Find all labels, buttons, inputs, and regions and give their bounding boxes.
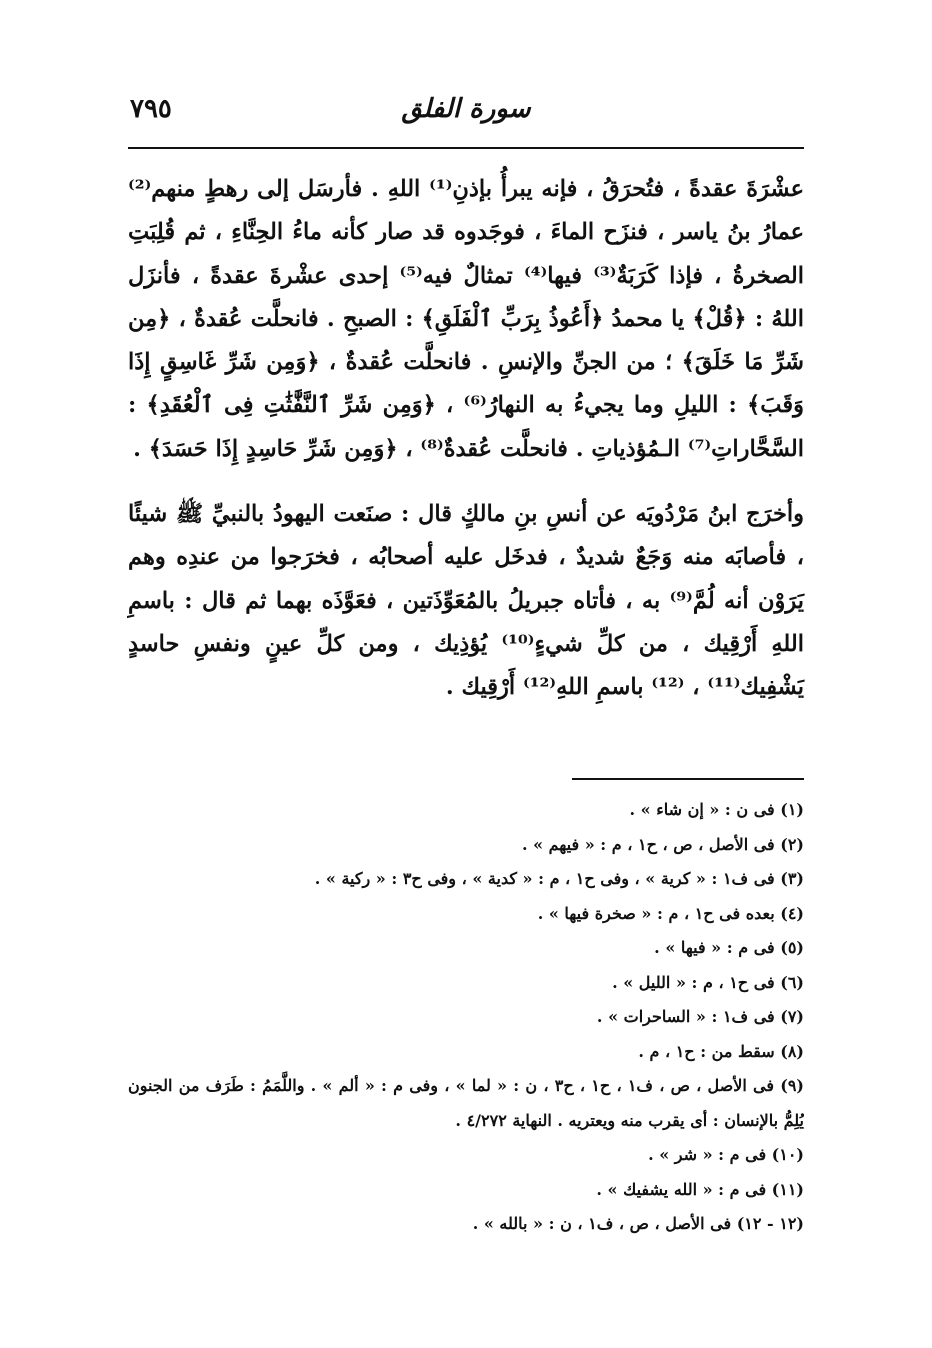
- footnote-4: (٤) بعده فى ح١ ، م : « صخرة فيها » .: [537, 903, 804, 923]
- footnote-8: (٨) سقط من : ح١ ، م .: [638, 1041, 804, 1061]
- paragraph-1: عشْرَةَ عقدةً ، فتُحرَقُ ، فإنه يبرأُ بإذنِ⁽¹⁾ اللهِ . فأرسَل إلى رهطٍ منهم⁽²⁾ عمارُ بنُ ياسر ، فنزَح الماءَ ، فوجَدوه قد صار كأنه ماءُ الحِنَّاءِ ، ثم قُلِبَتِ الصخرةُ ، فإذا كَرَبَةٌ⁽³⁾ فيها⁽⁴⁾ تمثالٌ فيه⁽⁵⁾ إحدى عشْرةَ عقدةً ، فأنزَل اللهُ : ﴿قُلْ﴾ يا محمدُ ﴿أَعُوذُ بِرَبِّ ٱلْفَلَقِ﴾ : الصبحِ . فانحلَّت عُقدةٌ ، ﴿مِن شَرِّ مَا خَلَقَ﴾ ؛ من الجنِّ والإنسِ . فانحلَّت عُقدةٌ ، ﴿وَمِن شَرِّ غَاسِقٍ إِذَا وَقَبَ﴾ : الليلِ وما يجيءُ به النهارُ⁽⁶⁾ ، ﴿وَمِن شَرِّ ٱلنَّفَّٰثَٰتِ فِى ٱلْعُقَدِ﴾ : السَّحَّاراتِ⁽⁷⁾ الـمُؤذياتِ . فانحلَّت عُقدةٌ⁽⁸⁾ ، ﴿وَمِن شَرِّ حَاسِدٍ إِذَا حَسَدَ﴾ .: [128, 176, 804, 462]
- footnote-1: (١) فى ن : « إن شاء » .: [629, 800, 804, 819]
- footnote-11: (١١) فى م : « الله يشفيك » .: [596, 1179, 804, 1199]
- page-header: [128, 84, 804, 144]
- header-divider: [128, 147, 804, 149]
- footnote-9: (٩) فى الأصل ، ص ، ف١ ، ح١ ، ح٣ ، ن : « لما » ، وفى م : « ألم » . واللَّمَمُ : طَرَف من الجنون يُلِمُّ بالإنسان : أى يقرب منه ويعتريه . النهاية ٤/٢٧٢ .: [128, 1076, 804, 1130]
- footnote-2: (٢) فى الأصل ، ص ، ح١ ، م : « فيهم » .: [521, 834, 804, 854]
- footnote-7: (٧) فى ف١ : « الساحرات » .: [596, 1007, 804, 1026]
- page-title: سورة الفلق: [401, 94, 531, 124]
- footnotes: [128, 793, 804, 1242]
- page-number: ٧٩٥: [130, 94, 172, 124]
- main-text: [128, 168, 804, 710]
- footnote-10: (١٠) فى م : « شر » .: [648, 1145, 804, 1164]
- footnote-12: (١٢ - ١٢) فى الأصل ، ص ، ف١ ، ن : « بالله » .: [472, 1214, 804, 1233]
- footnote-divider: [572, 778, 804, 780]
- footnote-5: (٥) فى م : « فيها » .: [654, 938, 804, 957]
- footnote-6: (٦) فى ح١ ، م : « الليل » .: [612, 972, 804, 992]
- footnote-3: (٣) فى ف١ : « كرية » ، وفى ح١ ، م : « كدية » ، وفى ح٣ : « ركية » .: [314, 869, 804, 888]
- paragraph-2: وأخرَج ابنُ مَرْدُويَه عن أنسِ بنِ مالكٍ قال : صنَعت اليهودُ بالنبيِّ ﷺ شيئًا ، فأصابَه منه وَجَعٌ شديدٌ ، فدخَل عليه أصحابُه ، فخرَجوا من عندِه وهم يَرَوْن أنه لُمَّ⁽⁹⁾ به ، فأتاه جبريلُ بالمُعَوِّذَتين ، فعَوَّذَه بهما ثم قال : باسمِ اللهِ أَرْقِيك ، من كلِّ شيءٍ⁽¹⁰⁾ يُؤذِيك ، ومن كلِّ عينٍ ونفسِ حاسدٍ يَشْفِيك⁽¹¹⁾ ، ⁽¹²⁾ باسمِ اللهِ⁽¹²⁾ أَرْقِيك .: [128, 501, 805, 701]
